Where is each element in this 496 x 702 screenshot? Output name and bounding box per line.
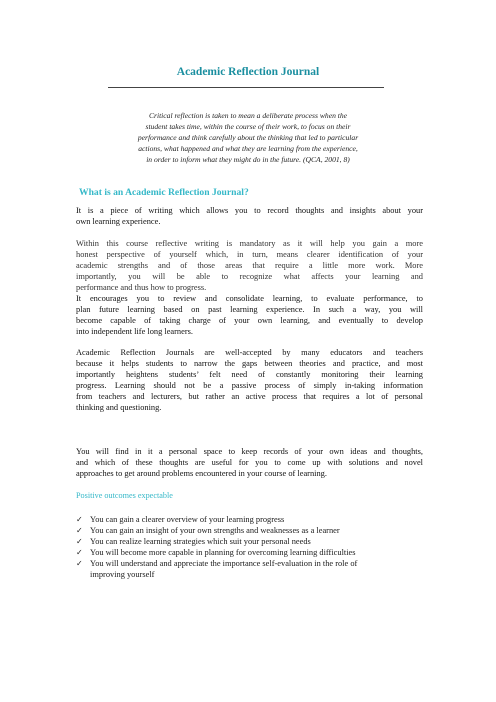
paragraph-line: You will find in it a personal space to keep records of your own ideas and thoughts, — [76, 447, 423, 456]
paragraph-encourages — [76, 293, 423, 337]
quote-line: in order to inform what they might do in the future. (QCA, 2001, 8) — [146, 155, 350, 164]
paragraph-accepted — [76, 347, 423, 413]
paragraph-line: It is a piece of writing which allows you to record thoughts and insights about your — [76, 206, 423, 215]
paragraph-line: It encourages you to review and consolidate learning, to evaluate performance, to — [76, 294, 423, 303]
list-item-text: improving yourself — [90, 570, 155, 579]
paragraph-line: from teachers and lecturers, but rather an active process that requires a lot of personal — [76, 392, 423, 401]
paragraph-line: performance and thus how to progress. — [76, 283, 207, 292]
paragraph-mandatory — [76, 238, 423, 293]
paragraph-line: own learning experience. — [76, 217, 161, 226]
list-item-text: You can gain an insight of your own strengths and weaknesses as a learner — [90, 526, 340, 535]
list-item — [76, 536, 426, 547]
document-title: Academic Reflection Journal — [176, 66, 320, 78]
paragraph-line: Within this course reflective writing is mandatory as it will help you gain a more — [76, 239, 423, 248]
paragraph-definition — [76, 205, 423, 227]
list-item-text: You will understand and appreciate the importance self-evaluation in the role of — [90, 559, 358, 568]
intro-quote — [100, 110, 396, 165]
checkmark-icon: ✓ — [76, 559, 83, 568]
paragraph-personal-space — [76, 446, 423, 479]
list-item — [76, 514, 426, 525]
paragraph-line: progress. Learning should not be a passive process of simply in-taking information — [76, 381, 423, 390]
outcomes-list — [76, 514, 426, 580]
outcomes-heading: Positive outcomes expectable — [76, 491, 173, 500]
checkmark-icon: ✓ — [76, 548, 83, 557]
paragraph-line: thinking and questioning. — [76, 403, 162, 412]
paragraph-line: academic strengths and of those areas that require a little more work. More — [76, 261, 423, 270]
paragraph-line: into independent life long learners. — [76, 327, 193, 336]
paragraph-line: approaches to get around problems encountered in your course of learning. — [76, 469, 327, 478]
quote-line: student takes time, within the course of their work, to focus on their — [145, 122, 351, 131]
list-item — [76, 525, 426, 536]
section-heading: What is an Academic Reflection Journal? — [79, 187, 249, 198]
quote-line: performance and think carefully about the thinking that led to particular — [137, 133, 359, 142]
quote-line: Critical reflection is taken to mean a deliberate process when the — [148, 111, 348, 120]
list-item-text: You will become more capable in planning for overcoming learning difficulties — [90, 548, 356, 557]
checkmark-icon: ✓ — [76, 526, 83, 535]
paragraph-line: and which of these thoughts are useful for you to come up with solutions and novel — [76, 458, 423, 467]
checkmark-icon: ✓ — [76, 515, 83, 524]
paragraph-line: become capable of taking charge of your own learning, and eventually to develop — [76, 316, 423, 325]
paragraph-line: because it helps students to narrow the gaps between theories and practice, and most — [76, 359, 423, 368]
paragraph-line: importantly, you will be able to recognize what affects your learning and — [76, 272, 423, 281]
title-divider — [108, 87, 384, 88]
list-item-text: You can realize learning strategies which suit your personal needs — [90, 537, 311, 546]
list-item — [76, 547, 426, 558]
paragraph-line: plan future learning based on past learning experience. In such a way, you will — [76, 305, 423, 314]
paragraph-line: Academic Reflection Journals are well-accepted by many educators and teachers — [76, 348, 423, 357]
paragraph-line: importantly heightens students’ felt need of constantly monitoring their learning — [76, 370, 423, 379]
list-item-text: You can gain a clearer overview of your learning progress — [90, 515, 285, 524]
checkmark-icon: ✓ — [76, 537, 83, 546]
list-item — [76, 558, 426, 580]
quote-line: actions, what happened and what they are learning from the experience, — [138, 144, 358, 153]
paragraph-line: honest perspective of yourself which, in turn, means clearer identification of your — [76, 250, 423, 259]
